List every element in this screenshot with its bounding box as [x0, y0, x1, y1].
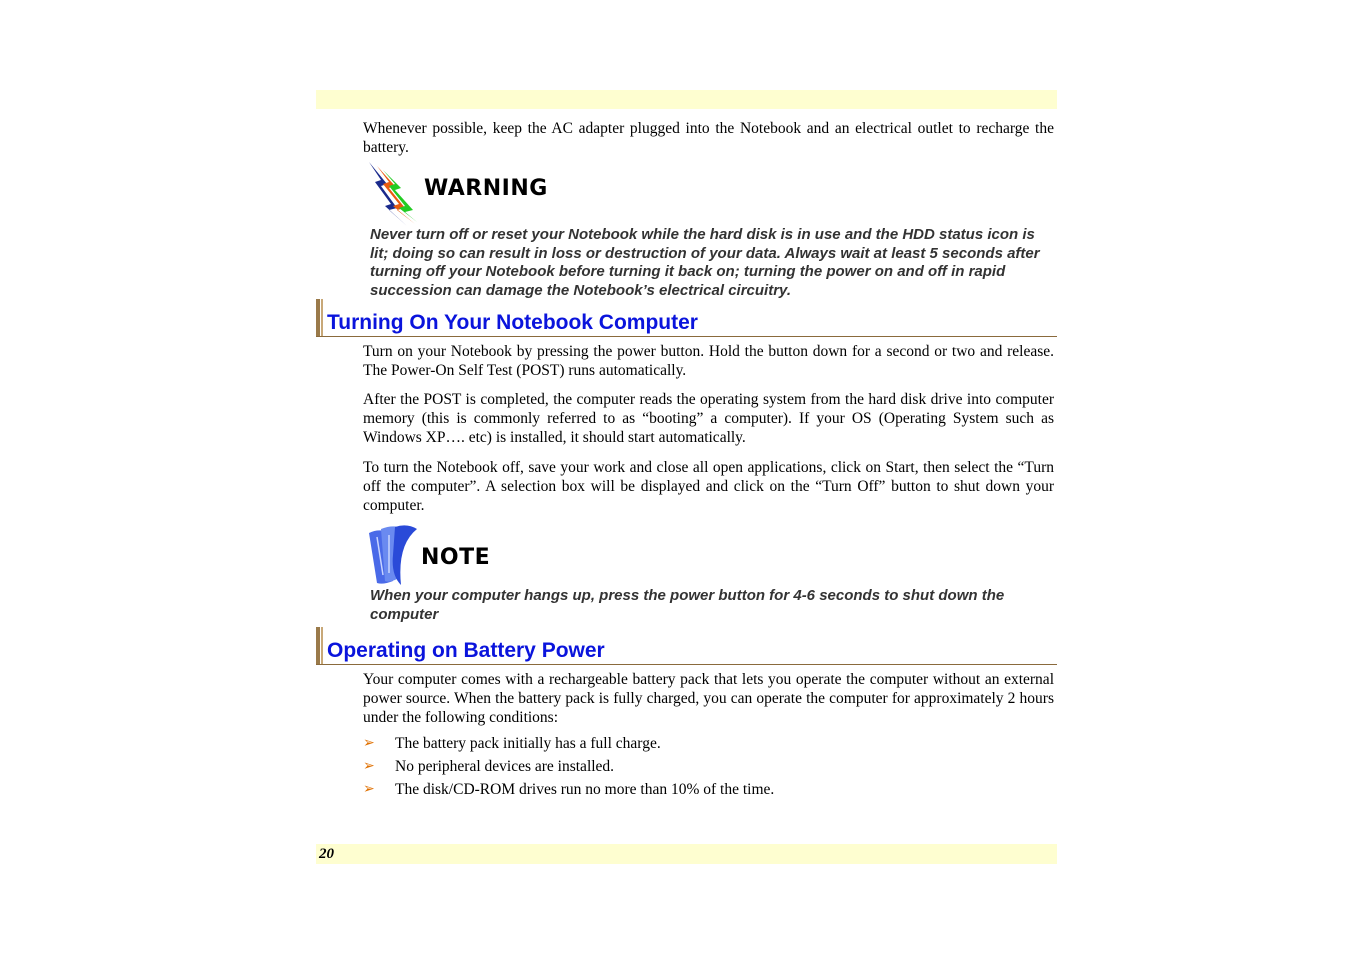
list-item-text: The battery pack initially has a full charge. — [395, 735, 661, 752]
arrow-bullet-icon: ➢ — [363, 735, 375, 751]
paragraph: To turn the Notebook off, save your work and close all open applications, click on Start, then select the “Turn off the computer”. A selection box will be displayed and click on the “Turn Off” button to shut down your computer. — [363, 459, 1054, 515]
paragraph: After the POST is completed, the computer reads the operating system from the hard disk drive into computer memory (this is commonly referred to as “booting” a computer). If your OS (Operating System such as Windows XP…. etc) is installed, it should start automatically. — [363, 391, 1054, 447]
heading-accent-bar — [316, 627, 320, 664]
intro-paragraph: Whenever possible, keep the AC adapter plugged into the Notebook and an electrical outlet to recharge the battery. — [363, 120, 1054, 157]
note-title: NOTE — [421, 545, 491, 570]
section-title: Operating on Battery Power — [327, 639, 605, 662]
heading-accent-bar — [316, 299, 320, 336]
arrow-bullet-icon: ➢ — [363, 781, 375, 797]
section-heading-turning-on — [316, 299, 1057, 337]
paragraph: Turn on your Notebook by pressing the power button. Hold the button down for a second or two and release. The Power-On Self Test (POST) runs automatically. — [363, 343, 1054, 380]
heading-accent-bar-light — [321, 299, 323, 336]
arrow-bullet-icon: ➢ — [363, 758, 375, 774]
condition-list — [363, 733, 1054, 802]
footer-band — [316, 844, 1057, 864]
section-title: Turning On Your Notebook Computer — [327, 311, 698, 334]
list-item — [363, 779, 1054, 802]
header-band — [316, 90, 1057, 109]
warning-title: WARNING — [424, 176, 548, 201]
heading-accent-bar-light — [321, 627, 323, 664]
lightning-bolt-icon — [367, 162, 419, 231]
section-heading-battery — [316, 627, 1057, 665]
list-item — [363, 733, 1054, 756]
paragraph: Your computer comes with a rechargeable battery pack that lets you operate the computer without an external power source. When the battery pack is fully charged, you can operate the computer for approximately 2 hours under the following conditions: — [363, 671, 1054, 727]
list-item-text: The disk/CD-ROM drives run no more than 10% of the time. — [395, 781, 775, 798]
page-number: 20 — [319, 846, 334, 862]
note-text: When your computer hangs up, press the power button for 4-6 seconds to shut down the computer — [370, 587, 1005, 623]
note-pages-icon — [367, 525, 419, 592]
warning-text: Never turn off or reset your Notebook while the hard disk is in use and the HDD status icon is lit; doing so can result in loss or destruction of your data. Always wait at least 5 seconds after turning off your Notebook before turning it back on; turning the power on and off in rapid succession can damage the Notebook’s electrical circuitry. — [370, 226, 1040, 299]
list-item-text: No peripheral devices are installed. — [395, 758, 615, 775]
list-item — [363, 756, 1054, 779]
